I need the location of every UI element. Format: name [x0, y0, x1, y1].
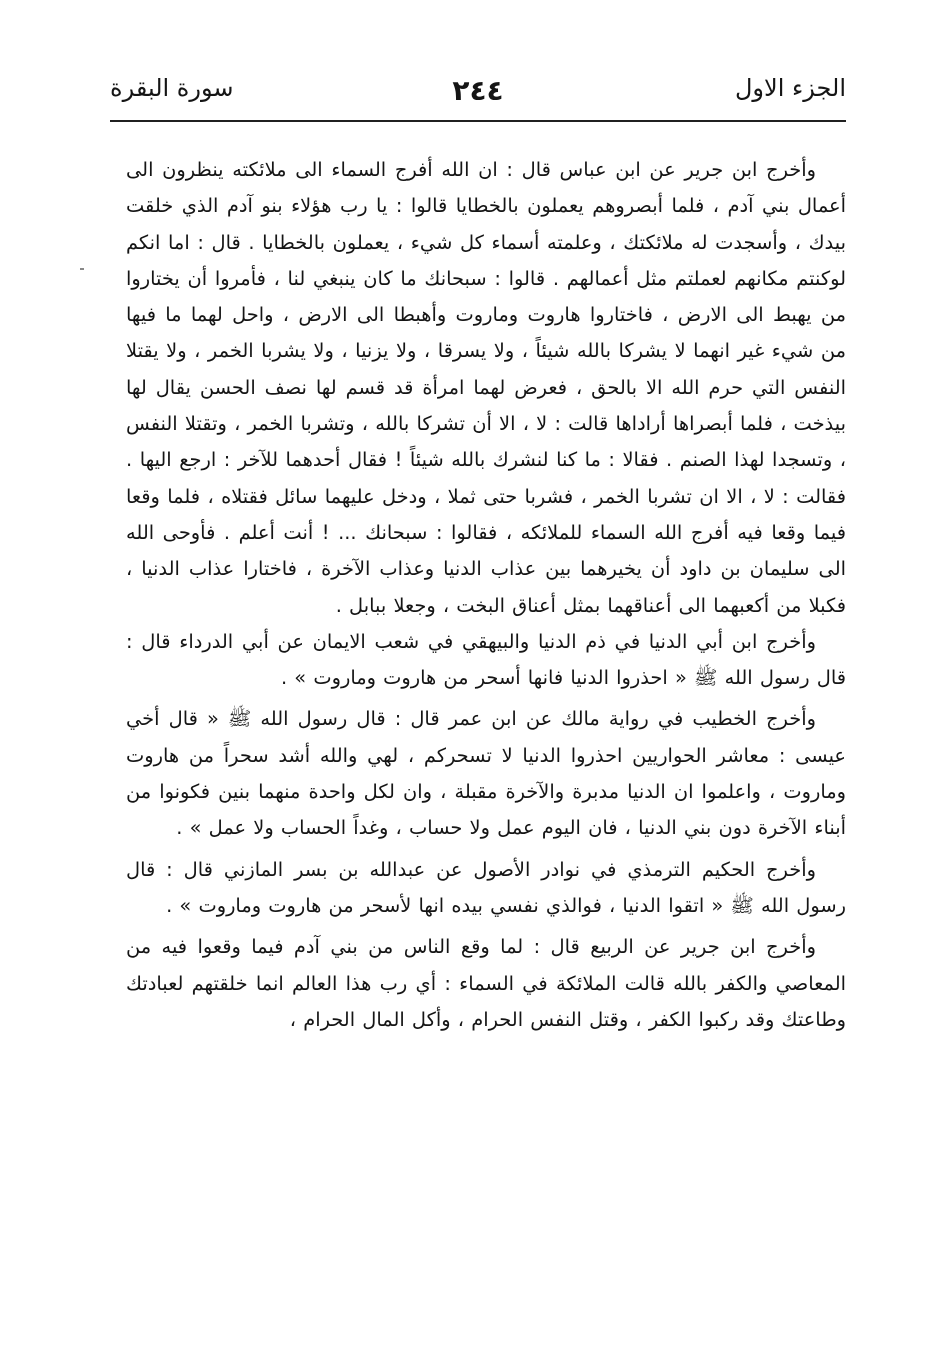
page-header [110, 70, 846, 118]
surah-label: سورة البقرة [110, 74, 234, 102]
part-label: الجزء الاول [734, 74, 846, 102]
paragraph-2: وأخرج ابن أبي الدنيا في ذم الدنيا والبيهقي في شعب الايمان عن أبي الدرداء قال : قال رسول الله ﷺ « احذروا الدنيا فانها أسحر من هاروت وماروت » . [126, 629, 846, 690]
paragraph-5: وأخرج ابن جرير عن الربيع قال : لما وقع الناس من بني آدم فيما وقعوا فيه من المعاصي والكفر بالله قالت الملائكة في السماء : أي رب هذا العالم انما خلقتهم لعبادتك وطاعتك وقد ركبوا الكفر ، وقتل النفس الحرام ، وأكل المال الحرام ، [126, 935, 846, 1031]
paragraph-1: وأخرج ابن جرير عن ابن عباس قال : ان الله أفرج السماء الى ملائكته ينظرون الى أعمال بني آدم ، فلما أبصروهم يعملون بالخطايا قالوا : يا رب هؤلاء بنو آدم الذي خلقت بيدك ، وأسجدت له ملائكتك ، وعلمته أسماء كل شيء ، يعملون بالخطايا . قال : اما انكم لوكنتم مكانهم لعملتم مثل أعمالهم . قالوا : سبحانك ما كان ينبغي لنا ، فأمروا أن يختاروا من يهبط الى الارض ، فاختاروا هاروت وماروت وأهبطا الى الارض ، واحل لهما ما فيها من شيء غير انهما لا يشركا بالله شيئاً ، ولا يسرقا ، ولا يزنيا ، ولا يشربا الخمر ، ولا يقتلا النفس التي حرم الله الا بالحق ، فعرض لهما امرأة قد قسم لها نصف الحسن يقال لها بيذخت ، فلما أبصراها أراداها قالت : لا ، الا أن تشركا بالله ، وتشربا الخمر ، وتقتلا النفس ، وتسجدا لهذا الصنم . فقالا : ما كنا لنشرك بالله شيئاً ! فقال أحدهما للآخر : ارجع اليها . فقالت : لا ، الا ان تشربا الخمر ، فشربا حتى ثملا ، ودخل عليهما سائل فقتلاه ، فلما وقعا فيما وقعا فيه أفرج الله السماء للملائكه ، فقالوا : سبحانك ... ! أنت أعلم . فأوحى الله الى سليمان بن داود أن يخيرهما بين عذاب الدنيا وعذاب الآخرة ، فاختارا عذاب الدنيا ، فكبلا من أكعبهما الى أعناقهما بمثل أعناق البخت ، وجعلا ببابل . [126, 158, 846, 617]
page-number: ٢٤٤ [452, 74, 504, 107]
paragraph-3: وأخرج الخطيب في رواية مالك عن ابن عمر قال : قال رسول الله ﷺ « قال أخي عيسى : معاشر الحواريين احذروا الدنيا لا تسحركم ، لهي والله أشد سحراً من هاروت وماروت ، واعلموا ان الدنيا مدبرة والآخرة مقبلة ، وان لكل واحدة منهما بنين فكونوا من أبناء الآخرة دون بني الدنيا ، فان اليوم عمل ولا حساب ، وغداً الحساب ولا عمل » . [126, 707, 846, 840]
paragraph-4: وأخرج الحكيم الترمذي في نوادر الأصول عن عبدالله بن بسر المازني قال : قال رسول الله ﷺ « اتقوا الدنيا ، فوالذي نفسي بيده انها لأسحر من هاروت وماروت » . [126, 857, 846, 917]
margin-mark [80, 268, 84, 270]
page-body [126, 152, 846, 1038]
header-rule [110, 120, 846, 122]
